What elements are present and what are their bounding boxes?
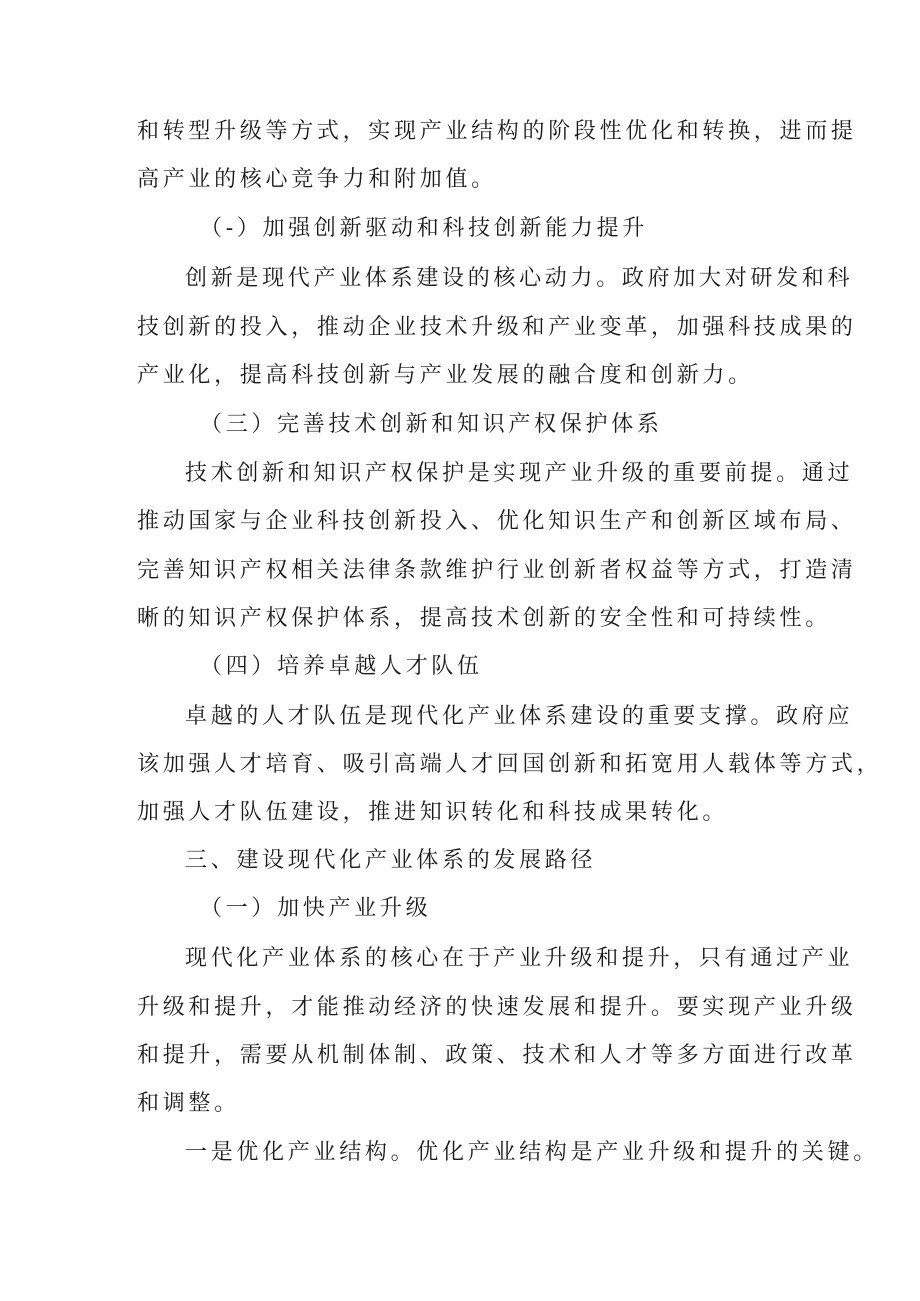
paragraph-line: 创新是现代产业体系建设的核心动力。政府加大对研发和科	[185, 266, 854, 291]
paragraph-line: 产业化，提高科技创新与产业发展的融合度和创新力。	[137, 363, 754, 388]
paragraph-line: 晰的知识产权保护体系，提高技术创新的安全性和可持续性。	[137, 606, 831, 631]
paragraph-line: 加强人才队伍建设，推进知识转化和科技成果转化。	[137, 800, 729, 825]
paragraph-line: 和提升，需要从机制体制、政策、技术和人才等多方面进行改革	[137, 1043, 857, 1068]
paragraph-line: 推动国家与企业科技创新投入、优化知识生产和创新区域布局、	[137, 509, 857, 534]
chapter-heading: 三、建设现代化产业体系的发展路径	[185, 848, 597, 873]
paragraph-line: 现代化产业体系的核心在于产业升级和提升，只有通过产业	[185, 946, 854, 971]
paragraph-line: 和调整。	[137, 1091, 240, 1116]
paragraph-line: 和转型升级等方式，实现产业结构的阶段性优化和转换，进而提	[137, 119, 857, 144]
section-heading: （一）加快产业升级	[200, 896, 432, 921]
paragraph-line: 升级和提升，才能推动经济的快速发展和提升。要实现产业升级	[137, 995, 857, 1020]
paragraph-line: 卓越的人才队伍是现代化产业体系建设的重要支撑。政府应	[185, 704, 854, 729]
paragraph-line: 完善知识产权相关法律条款维护行业创新者权益等方式，打造清	[137, 558, 857, 583]
paragraph-line: 技术创新和知识产权保护是实现产业升级的重要前提。通过	[185, 461, 854, 486]
section-heading: （四）培养卓越人才队伍	[200, 654, 483, 679]
paragraph-line: 技创新的投入，推动企业技术升级和产业变革，加强科技成果的	[137, 315, 857, 340]
paragraph-line: 该加强人才培育、吸引高端人才回国创新和拓宽用人载体等方式，	[137, 752, 883, 777]
paragraph-line: 高产业的核心竞争力和附加值。	[137, 167, 497, 192]
paragraph-line: 一是优化产业结构。优化产业结构是产业升级和提升的关键。	[185, 1140, 879, 1165]
section-heading: （-）加强创新驱动和科技创新能力提升	[200, 216, 649, 241]
section-heading: （三）完善技术创新和知识产权保护体系	[200, 412, 663, 437]
